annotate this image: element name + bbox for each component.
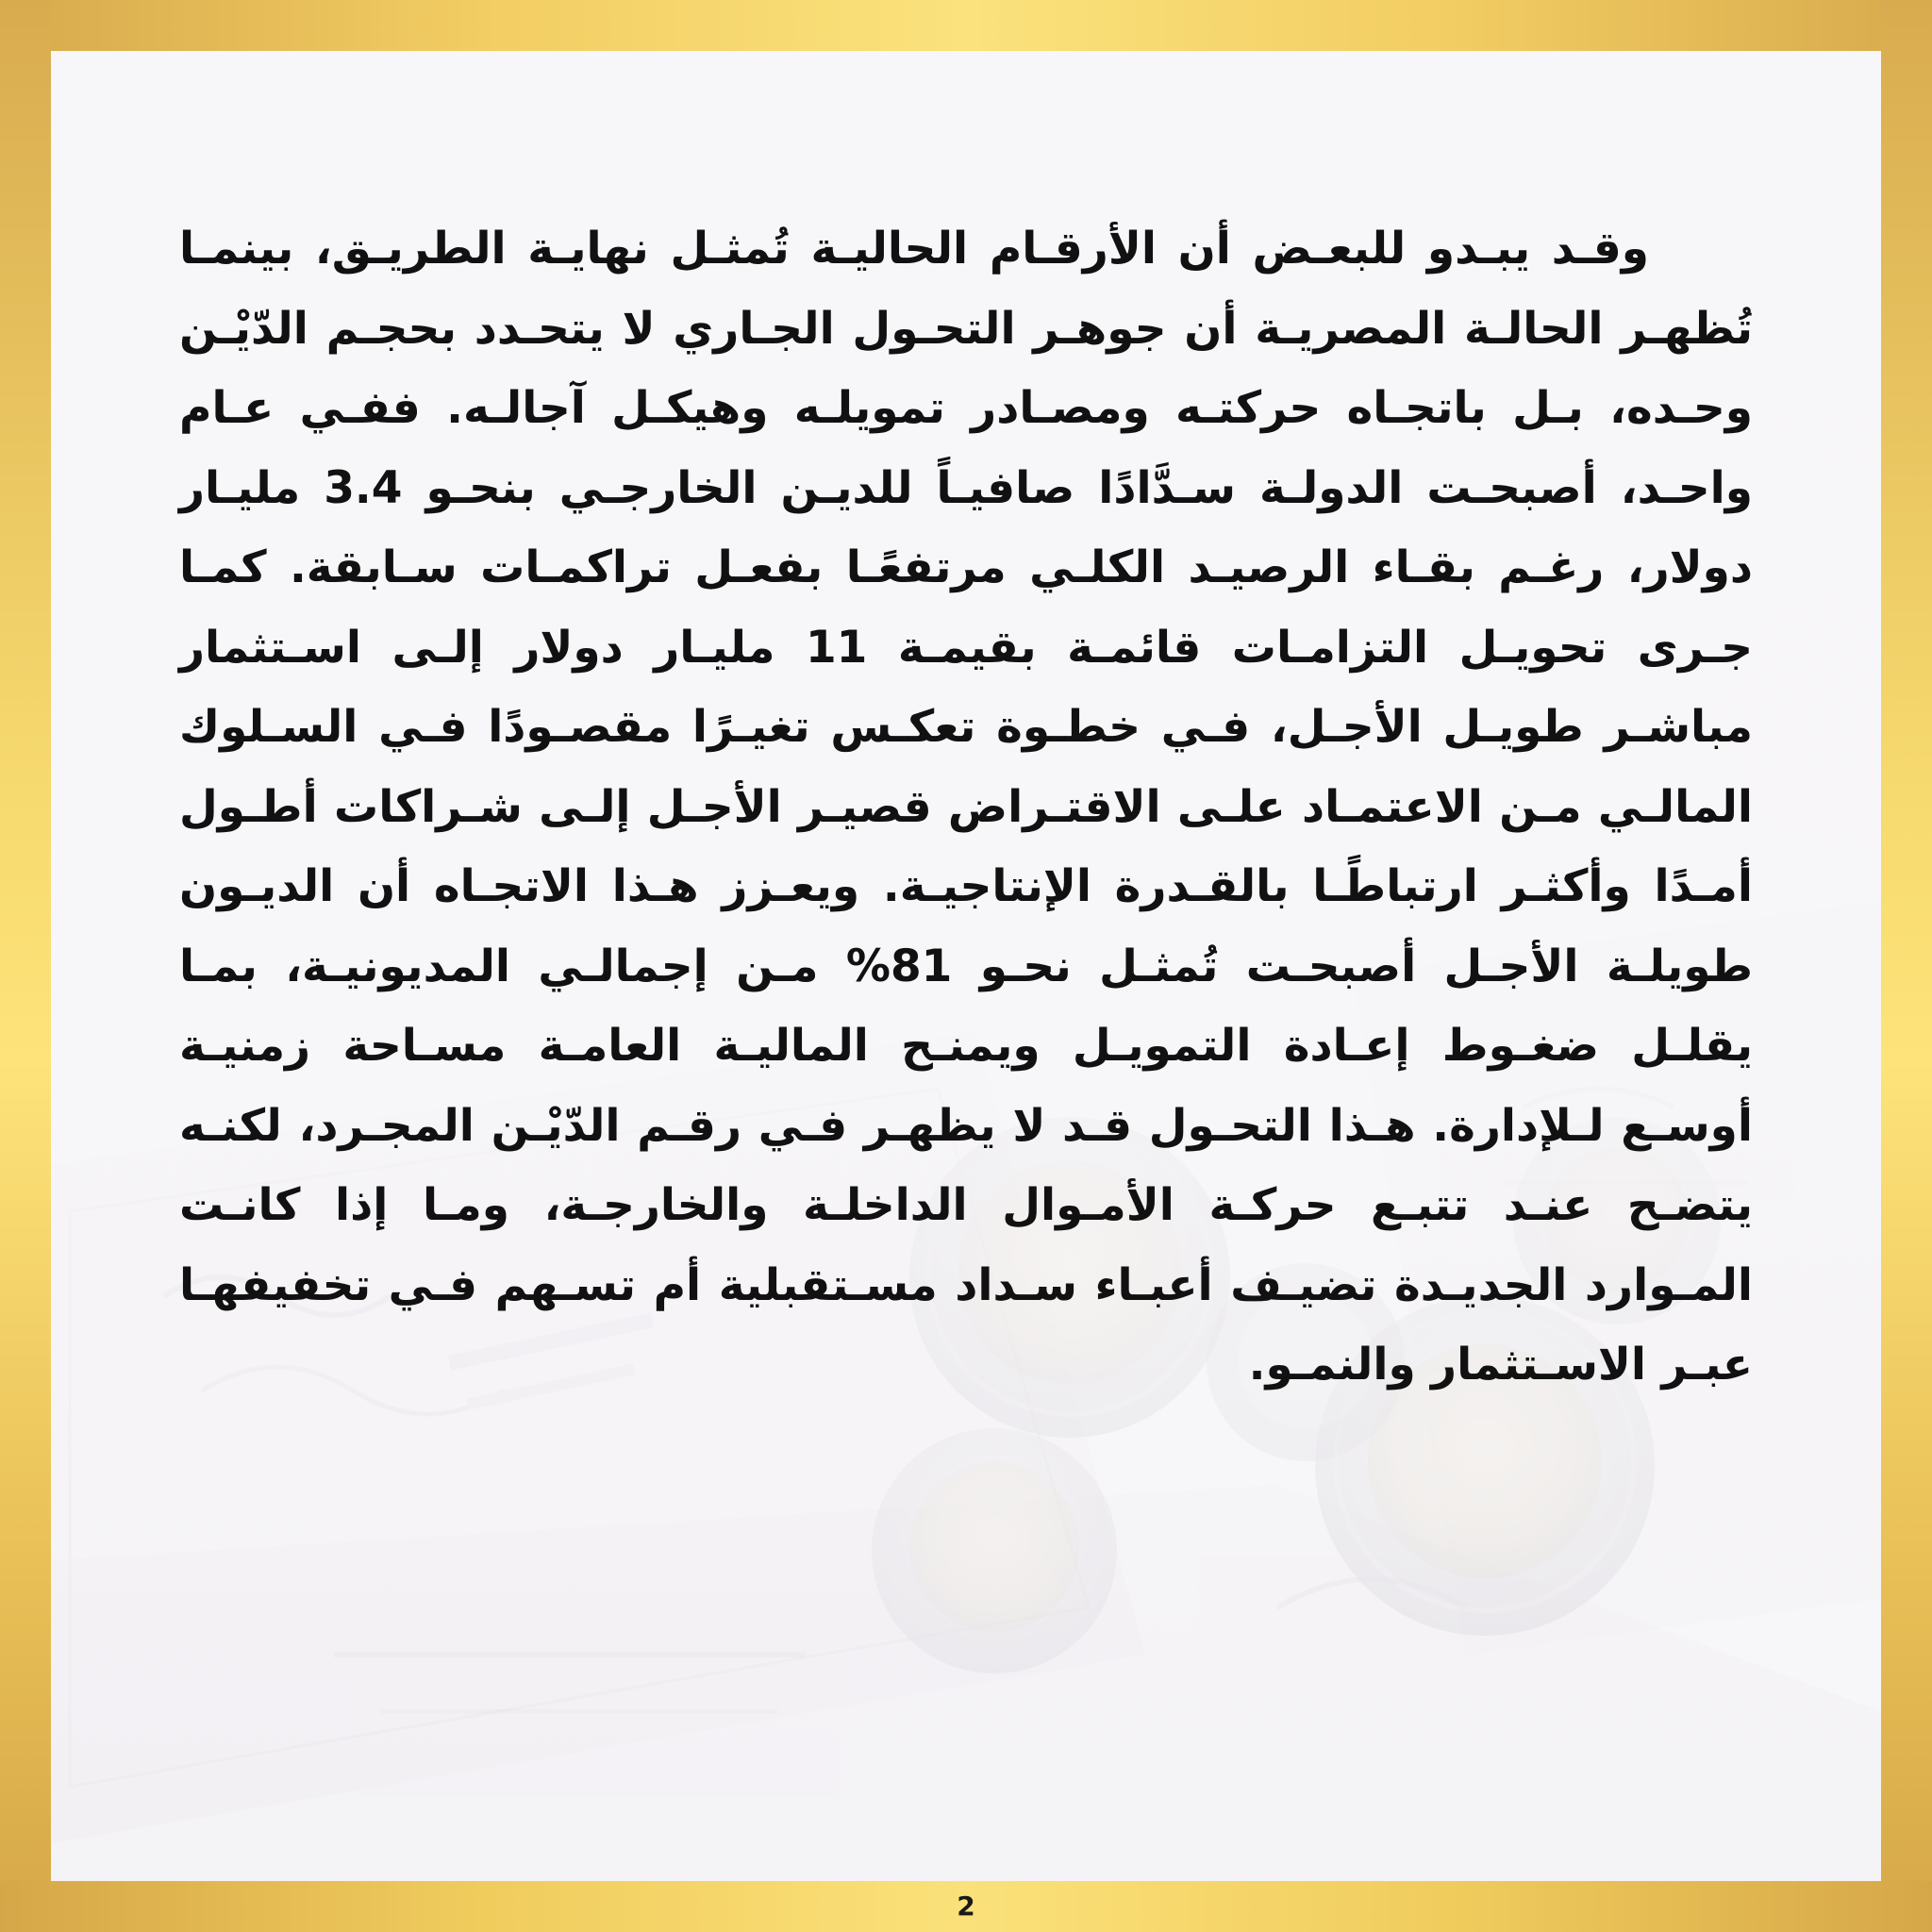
gold-frame-left — [0, 0, 51, 1932]
page-panel — [51, 51, 1881, 1881]
article-paragraph: وقـد يبـدو للبعـض أن الأرقـام الحاليـة تُمثـل نهايـة الطريـق، بينمـا تُظهـر الحالـة المصريـة أن جوهـر التحـول الجـاري لا يتحـدد بحجـم الدّيْـن وحـده، بـل باتجـاه حركتـه ومصـادر تمويلـه وهيكـل آجالـه. ففـي عـام واحـد، أصبحـت الدولـة سـدَّادًا صافيـاً للديـن الخارجـي بنحـو 3.4 مليـار دولار، رغـم بقـاء الرصيـد الكلـي مرتفعًـا بفعـل تراكمـات سـابقة. كمـا جـرى تحويـل التزامـات قائمـة بقيمـة 11 مليـار دولار إلـى اسـتثمار مباشـر طويـل الأجـل، فـي خطـوة تعكـس تغيـرًا مقصـودًا فـي السـلوك المالـي مـن الاعتمـاد علـى الاقتـراض قصيـر الأجـل إلـى شـراكات أطـول أمـدًا وأكثـر ارتباطًـا بالقـدرة الإنتاجيـة. ويعـزز هـذا الاتجـاه أن الديـون طويلـة الأجـل أصبحـت تُمثـل نحـو 81% مـن إجمالـي المديونيـة، بمـا يقلـل ضغـوط إعـادة التمويـل ويمنـح الماليـة العامـة مسـاحة زمنيـة أوسـع لـلإدارة. هـذا التحـول قـد لا يظهـر فـي رقـم الدّيْـن المجـرد، لكنـه يتضـح عنـد تتبـع حركـة الأمـوال الداخلـة والخارجـة، ومـا إذا كانـت المـوارد الجديـدة تضيـف أعبـاء سـداد مسـتقبلية أم تسـهم فـي تخفيفهـا عبـر الاسـتثمار والنمـو. — [179, 223, 1754, 1391]
gold-frame-right — [1881, 0, 1932, 1932]
gold-frame-top — [0, 0, 1932, 51]
page-number: 2 — [957, 1890, 975, 1922]
